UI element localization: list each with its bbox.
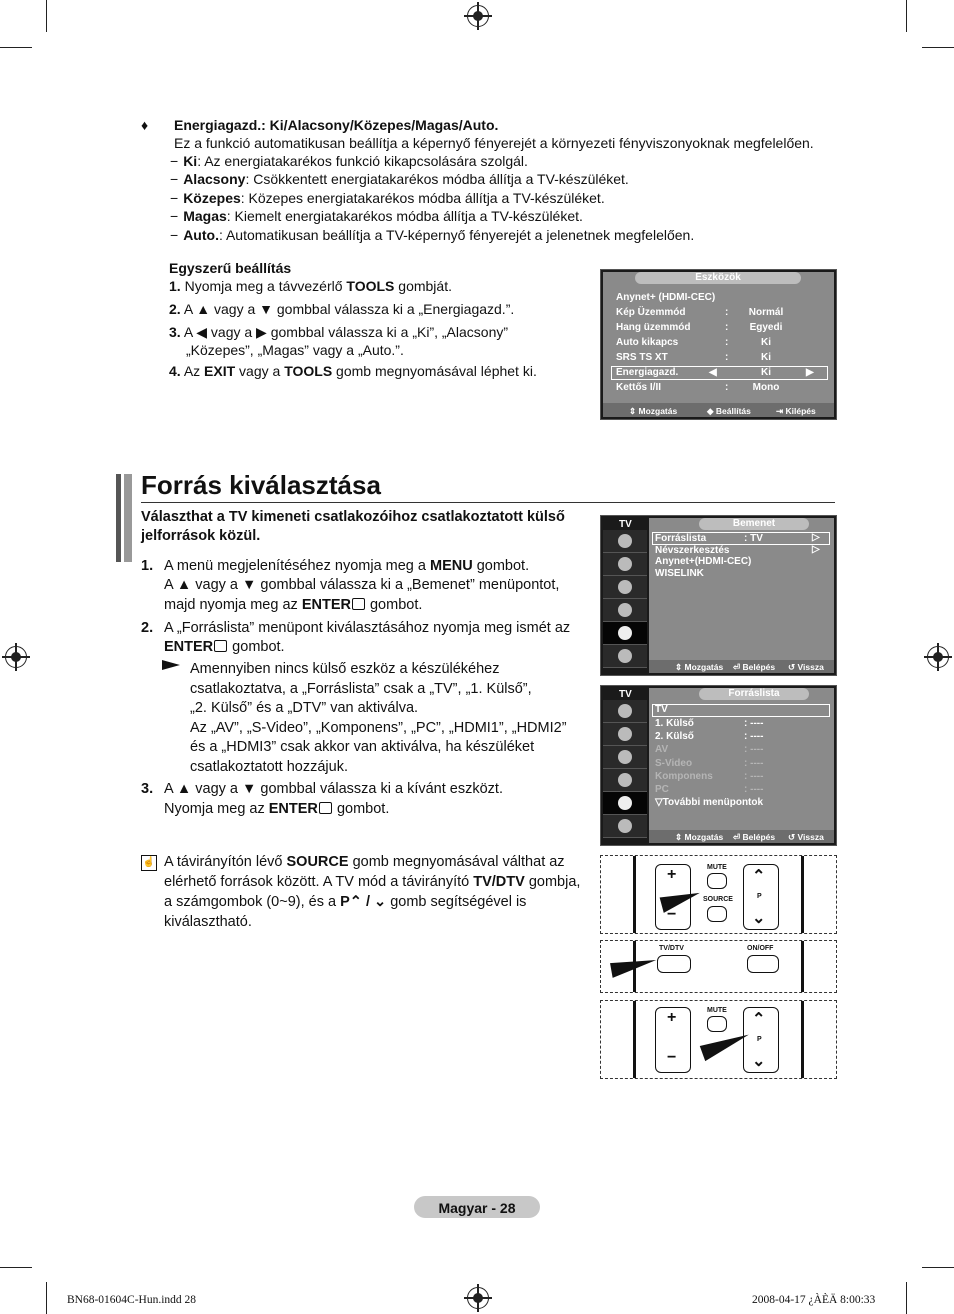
- osd-footer-move: ⇕ Mozgatás: [675, 832, 724, 842]
- osd-row-label: Auto kikapcs: [616, 337, 679, 348]
- step-1-line-3: [164, 596, 422, 614]
- mute-button-icon: [707, 873, 727, 889]
- osd-row-value: : TV: [744, 533, 763, 544]
- step-2-line-2: [164, 638, 285, 656]
- option-text: : Csökkentett energiatakarékos módba állítja a TV-készüléket.: [245, 171, 629, 188]
- option-name: Magas: [183, 208, 227, 225]
- easy-step-2: [169, 300, 514, 318]
- osd-row-sep: :: [725, 322, 729, 333]
- osd-row-arrow: ▶: [806, 367, 814, 378]
- osd-row-label: Energiagazd.: [616, 367, 679, 378]
- osd-footer-move: ⇕ Mozgatás: [629, 406, 678, 416]
- osd-setup-icon: [603, 769, 647, 792]
- tip-line-1: [164, 853, 565, 871]
- osd-row-value: : ----: [744, 718, 764, 729]
- easy-step-3-cont: „Közepes”, „Magas” vagy a „Auto.”.: [186, 342, 404, 358]
- osd-input-icon: [603, 792, 647, 815]
- osd-tv-label: TV: [619, 519, 632, 530]
- easy-step-1: [169, 277, 452, 295]
- step-text: A ▲ vagy a ▼ gombbal válassza ki a „Energiagazd.”.: [183, 301, 515, 317]
- section-marker: [116, 474, 121, 562]
- easy-heading: Egyszerű beállítás: [169, 260, 292, 276]
- remote-body-edge: [801, 856, 804, 933]
- osd-row-sep: ◀: [709, 367, 717, 378]
- crop-mark: [906, 0, 907, 32]
- section-marker: [124, 474, 132, 562]
- osd-row-sep: :: [725, 307, 729, 318]
- osd-row-value: Egyedi: [749, 322, 783, 333]
- option-text: : Kiemelt energiatakarékos módba állítja a TV-készüléket.: [226, 208, 583, 225]
- osd-row-label: PC: [655, 784, 669, 795]
- energy-option: [170, 170, 629, 188]
- registration-mark-icon: [927, 646, 949, 668]
- osd-more-items: ▽További menüpontok: [655, 797, 764, 808]
- enter-icon: [319, 802, 332, 814]
- option-name: Ki: [183, 153, 198, 169]
- osd-footer-exit: ⇥ Kilépés: [776, 406, 816, 416]
- input-osd: [600, 515, 837, 676]
- remote-body-edge: [801, 941, 804, 992]
- osd-arrow-icon: ▷: [812, 532, 820, 543]
- energy-title: Energiagazd.: Ki/Alacsony/Közepes/Magas/Auto.: [174, 117, 499, 133]
- osd-channel-icon: [603, 576, 647, 599]
- step-number: 4.: [169, 363, 181, 379]
- registration-mark-icon: [467, 1287, 489, 1309]
- crop-mark: [46, 1282, 47, 1314]
- osd-row-label: Komponens: [655, 770, 713, 782]
- dash-icon: −: [170, 208, 179, 225]
- step-text: gombot.: [472, 558, 530, 574]
- source-osd: [600, 685, 837, 846]
- footer-filename: BN68-01604C-Hun.indd 28: [67, 1294, 197, 1306]
- option-text: : Az energiatakarékos funkció kikapcsolására szolgál.: [197, 153, 528, 169]
- tip-line-3: [164, 893, 526, 911]
- tip-line-2: [164, 873, 580, 891]
- osd-row-label: Névszerkesztés: [655, 544, 730, 556]
- remote-illustration: [600, 855, 837, 934]
- osd-footer-adjust: ◆ Beállítás: [707, 406, 751, 416]
- osd-input-icon: [603, 622, 647, 645]
- channel-down-icon: ⌄: [752, 910, 766, 927]
- remote-illustration: [600, 1000, 837, 1079]
- section-title: Forrás kiválasztása: [141, 470, 381, 500]
- osd-application-icon: [603, 645, 647, 668]
- step-text: gombot.: [332, 801, 390, 817]
- osd-selected-row: [652, 704, 830, 717]
- osd-row-label: Hang üzemmód: [616, 322, 691, 333]
- tvdtv-button-icon: [657, 955, 691, 973]
- osd-row-sep: :: [725, 382, 729, 393]
- osd-picture-icon: [603, 700, 647, 723]
- osd-footer-back: ↺ Vissza: [788, 662, 824, 672]
- step-text: Nyomja meg a távvezérlő: [184, 278, 347, 294]
- mute-label: MUTE: [707, 1007, 727, 1014]
- osd-row-label: WISELINK: [655, 567, 704, 579]
- remote-body-edge: [801, 1001, 804, 1078]
- osd-sound-icon: [603, 723, 647, 746]
- osd-footer-label: Vissza: [797, 832, 824, 842]
- osd-row-sep: :: [725, 337, 729, 348]
- step-text: gombját.: [394, 278, 452, 294]
- note-arrow-icon: [162, 660, 180, 670]
- channel-label: P: [757, 893, 762, 900]
- onoff-label: ON/OFF: [747, 945, 774, 952]
- note-line: csatlakoztatva, a „Forráslista” csak a „TV”, „1. Külső”,: [190, 680, 532, 697]
- tip-text: gomb megnyomásával válthat az: [348, 854, 565, 870]
- step-number: 2.: [169, 301, 181, 317]
- osd-picture-icon: [603, 530, 647, 553]
- step-text: A menü megjelenítéséhez nyomja meg a: [164, 558, 430, 574]
- step-2-line-1: A „Forráslista” menüpont kiválasztásához nyomja meg ismét az: [164, 620, 571, 636]
- step-text: gombot.: [365, 597, 423, 613]
- crop-mark: [0, 47, 32, 48]
- energy-option: [170, 189, 605, 207]
- osd-row-value: : ----: [744, 770, 764, 782]
- step-1-line-2: A ▲ vagy a ▼ gombbal válassza ki a „Bemenet” menüpontot,: [164, 577, 560, 593]
- osd-row-label: 2. Külső: [655, 731, 694, 743]
- source-label: SOURCE: [703, 896, 733, 903]
- osd-row-value: Mono: [752, 382, 780, 393]
- osd-footer-label: Belépés: [742, 662, 776, 672]
- step-text: Az: [183, 363, 205, 379]
- step-2-number: 2.: [141, 620, 154, 636]
- osd-row-value: : ----: [744, 744, 764, 756]
- step-text: majd nyomja meg az: [164, 597, 302, 613]
- tip-text: elérhető források között. A TV mód a távirányító: [164, 874, 474, 890]
- volume-up-icon: +: [667, 1009, 677, 1026]
- osd-row-value: Ki: [761, 367, 771, 378]
- tip-text: gombja,: [524, 874, 581, 890]
- easy-step-4: [169, 362, 537, 380]
- step-keyword: ENTER: [268, 801, 318, 817]
- energy-option: [170, 207, 583, 225]
- osd-row-label: Kép Üzemmód: [616, 307, 686, 318]
- osd-arrow-icon: ▷: [812, 544, 820, 555]
- step-1-line-1: [164, 557, 529, 575]
- volume-down-icon: −: [667, 906, 677, 923]
- osd-selected-row: [611, 366, 828, 380]
- step-text: gomb megnyomásával léphet ki.: [332, 363, 537, 379]
- option-text: : Automatikusan beállítja a TV-képernyő fényerejét a jelenetnek megfelelően.: [218, 226, 695, 243]
- osd-row-label: AV: [655, 744, 669, 756]
- step-3-number: 3.: [141, 781, 154, 797]
- osd-row-label: Forráslista: [655, 533, 707, 544]
- option-text: : Közepes energiatakarékos módba állítja a TV-készüléket.: [240, 189, 605, 206]
- step-keyword: TOOLS: [284, 363, 333, 379]
- osd-header: Eszközök: [635, 272, 801, 284]
- osd-footer-label: Vissza: [797, 662, 824, 672]
- tip-keyword: SOURCE: [286, 854, 349, 870]
- note-line: csatlakoztatott hozzájuk.: [190, 758, 348, 775]
- osd-row-label: Anynet+(HDMI-CEC): [655, 556, 752, 567]
- osd-channel-icon: [603, 746, 647, 769]
- step-number: 1.: [169, 278, 181, 294]
- step-keyword: ENTER: [301, 597, 351, 613]
- page-number: Magyar - 28: [438, 1200, 516, 1216]
- osd-row-label: Kettős I/II: [616, 382, 662, 393]
- osd-setup-icon: [603, 599, 647, 622]
- crop-mark: [46, 0, 47, 32]
- step-keyword: ENTER: [164, 639, 214, 655]
- note-line: és a „HDMI3” csak akkor van aktiválva, ha készüléket: [190, 739, 535, 755]
- step-3-line-1: A ▲ vagy a ▼ gombbal válassza ki a kívánt eszközt.: [164, 781, 503, 797]
- channel-up-icon: ⌃: [752, 1011, 766, 1028]
- option-name: Közepes: [183, 189, 241, 206]
- step-keyword: MENU: [429, 558, 473, 574]
- power-button-icon: [747, 955, 779, 973]
- osd-row-value: : ----: [744, 731, 764, 743]
- osd-footer-enter: ⏎ Belépés: [733, 662, 776, 672]
- energy-option: [170, 226, 694, 244]
- tip-text: a számgombok (0~9), és a: [164, 894, 341, 910]
- osd-footer-move: ⇕ Mozgatás: [675, 662, 724, 672]
- note-line: Amennyiben nincs külső eszköz a készülékéhez: [190, 661, 500, 677]
- osd-header: Forráslista: [699, 688, 809, 700]
- tvdtv-label: TV/DTV: [659, 945, 684, 952]
- crop-mark: [922, 1267, 954, 1268]
- chevron-down-icon: ⌄: [374, 894, 387, 910]
- tip-text: A távirányítón lévő: [164, 854, 287, 870]
- osd-footer-label: Kilépés: [785, 406, 816, 416]
- osd-footer-label: Mozgatás: [638, 406, 678, 416]
- osd-row-value: Ki: [761, 337, 771, 348]
- osd-row-value: Ki: [761, 352, 771, 363]
- step-number: 3.: [169, 324, 181, 340]
- enter-icon: [352, 598, 365, 610]
- channel-up-icon: ⌃: [752, 868, 766, 885]
- chevron-up-icon: ⌃: [349, 894, 362, 910]
- osd-footer-label: Belépés: [742, 832, 776, 842]
- osd-footer-enter: ⏎ Belépés: [733, 832, 776, 842]
- step-1-number: 1.: [141, 558, 154, 574]
- dash-icon: −: [170, 171, 179, 188]
- energy-desc: Ez a funkció automatikusan beállítja a képernyő fényerejét a környezeti fényviszonyoknak megfelelően.: [174, 135, 814, 151]
- remote-body-edge: [633, 1001, 636, 1078]
- step-text: A ◀ vagy a ▶ gombbal válassza ki a „Ki”, „Alacsony”: [183, 324, 509, 340]
- easy-step-3: [169, 323, 508, 341]
- osd-row-label: Anynet+ (HDMI-CEC): [616, 292, 716, 303]
- osd-header: Bemenet: [699, 518, 809, 530]
- mute-label: MUTE: [707, 864, 727, 871]
- tip-keyword: TV/DTV: [473, 874, 525, 890]
- osd-row-sep: :: [725, 352, 729, 363]
- step-keyword: TOOLS: [346, 278, 395, 294]
- energy-option: [170, 152, 528, 170]
- step-text: Nyomja meg az: [164, 801, 269, 817]
- source-button-icon: [707, 906, 727, 922]
- volume-up-icon: +: [667, 866, 677, 883]
- tip-keyword: /: [361, 894, 375, 910]
- step-keyword: EXIT: [204, 363, 236, 379]
- crop-mark: [922, 47, 954, 48]
- osd-tv-label: TV: [619, 689, 632, 700]
- channel-label: P: [757, 1036, 762, 1043]
- enter-icon: [214, 640, 227, 652]
- tip-keyword: P: [340, 894, 350, 910]
- osd-row-label: 1. Külső: [655, 718, 694, 729]
- footer-date: 2008-04-17 ¿ÀÈÄ 8:00:33: [752, 1294, 876, 1306]
- remote-body-edge: [633, 856, 636, 933]
- dash-icon: −: [170, 189, 179, 206]
- step-text: vagy a: [235, 363, 285, 379]
- registration-mark-icon: [467, 5, 489, 27]
- osd-sound-icon: [603, 553, 647, 576]
- crop-mark: [0, 1267, 32, 1268]
- osd-selected-source: TV: [655, 704, 668, 715]
- mute-button-icon: [707, 1016, 727, 1032]
- channel-down-icon: ⌄: [752, 1053, 766, 1070]
- osd-application-icon: [603, 815, 647, 838]
- osd-row-label: S-Video: [655, 757, 693, 769]
- option-name: Auto.: [183, 226, 219, 243]
- remote-illustration: [600, 940, 837, 993]
- osd-footer-label: Mozgatás: [684, 832, 724, 842]
- osd-row-value: : ----: [744, 757, 764, 769]
- tools-osd: [600, 269, 837, 420]
- osd-row-value: Normál: [748, 307, 784, 318]
- step-3-line-2: [164, 800, 389, 818]
- step-text: gombot.: [228, 639, 285, 655]
- osd-footer-label: Mozgatás: [684, 662, 724, 672]
- osd-row-label: SRS TS XT: [616, 352, 668, 363]
- dash-icon: −: [170, 153, 179, 169]
- osd-footer-label: Beállítás: [715, 406, 751, 416]
- crop-mark: [906, 1282, 907, 1314]
- hand-icon: ☝: [141, 855, 157, 871]
- osd-row-value: : ----: [744, 784, 764, 795]
- note-line: „2. Külső” és a „DTV” van aktiválva.: [190, 700, 419, 716]
- section-intro-cont: jelforrások közül.: [141, 528, 261, 544]
- option-name: Alacsony: [183, 171, 246, 188]
- section-rule: [141, 502, 835, 503]
- osd-footer-back: ↺ Vissza: [788, 832, 824, 842]
- note-line: Az „AV”, „S-Video”, „Komponens”, „PC”, „HDMI1”, „HDMI2”: [190, 719, 567, 736]
- dash-icon: −: [170, 226, 179, 243]
- section-intro: Választhat a TV kimeneti csatlakozóihoz csatlakoztatott külső: [141, 509, 565, 525]
- tip-line-4: kiválasztható.: [164, 914, 252, 930]
- registration-mark-icon: [5, 646, 27, 668]
- tip-text: gomb segítségével is: [386, 894, 527, 910]
- bullet-icon: ♦: [141, 117, 149, 133]
- volume-down-icon: −: [667, 1049, 677, 1066]
